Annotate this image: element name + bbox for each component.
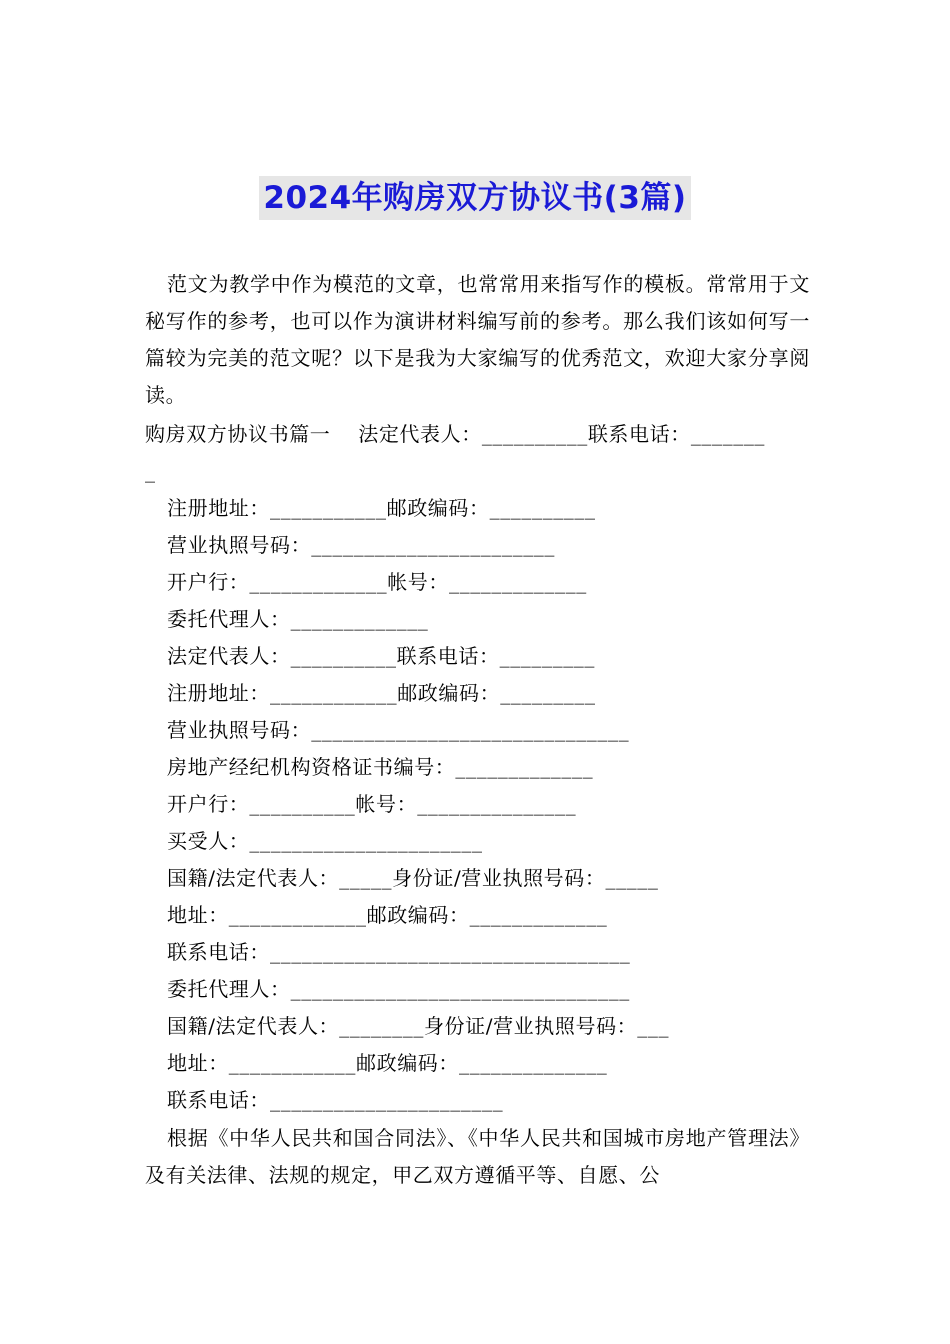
section-heading-overflow: _ (145, 459, 156, 483)
field-line: 地址：_____________邮政编码：_____________ (167, 903, 608, 927)
field-line: 买受人：______________________ (167, 829, 483, 853)
field-line: 开户行：__________帐号：_______________ (167, 792, 577, 816)
field-line: 联系电话：__________________________________ (167, 940, 631, 964)
field-line: 联系电话：______________________ (167, 1088, 504, 1112)
field-line: 地址：____________邮政编码：______________ (167, 1051, 608, 1075)
field-line: 法定代表人：__________联系电话：_________ (167, 644, 595, 668)
field-line: 国籍/法定代表人：________身份证/营业执照号码：___ (167, 1014, 670, 1038)
field-line: 国籍/法定代表人：_____身份证/营业执照号码：_____ (167, 866, 659, 890)
document-title: 2024年购房双方协议书(3篇) (259, 176, 690, 220)
field-line: 开户行：_____________帐号：_____________ (167, 570, 587, 594)
closing-section (145, 1120, 810, 1194)
contract-fields (145, 416, 810, 1119)
field-line: 注册地址：___________邮政编码：__________ (167, 496, 596, 520)
intro-paragraph: 范文为教学中作为模范的文章，也常常用来指写作的模板。常常用于文秘写作的参考，也可以作为演讲材料编写前的参考。那么我们该如何写一篇较为完美的范文呢？以下是我为大家编写的优秀范文，欢迎大家分享阅读。 (145, 272, 810, 407)
field-line: 委托代理人：_____________ (167, 607, 429, 631)
field-line: 营业执照号码：______________________________ (167, 718, 630, 742)
intro-section (145, 266, 810, 414)
closing-paragraph: 根据《中华人民共和国合同法》、《中华人民共和国城市房地产管理法》及有关法律、法规的规定，甲乙双方遵循平等、自愿、公 (145, 1126, 810, 1187)
field-line: 房地产经纪机构资格证书编号：_____________ (167, 755, 594, 779)
field-line: 注册地址：____________邮政编码：_________ (167, 681, 596, 705)
title-container (0, 176, 950, 220)
field-line: 委托代理人：________________________________ (167, 977, 630, 1001)
field-line: 营业执照号码：_______________________ (167, 533, 555, 557)
section-heading-line: 购房双方协议书篇一 法定代表人：__________联系电话：_______ (145, 422, 766, 446)
